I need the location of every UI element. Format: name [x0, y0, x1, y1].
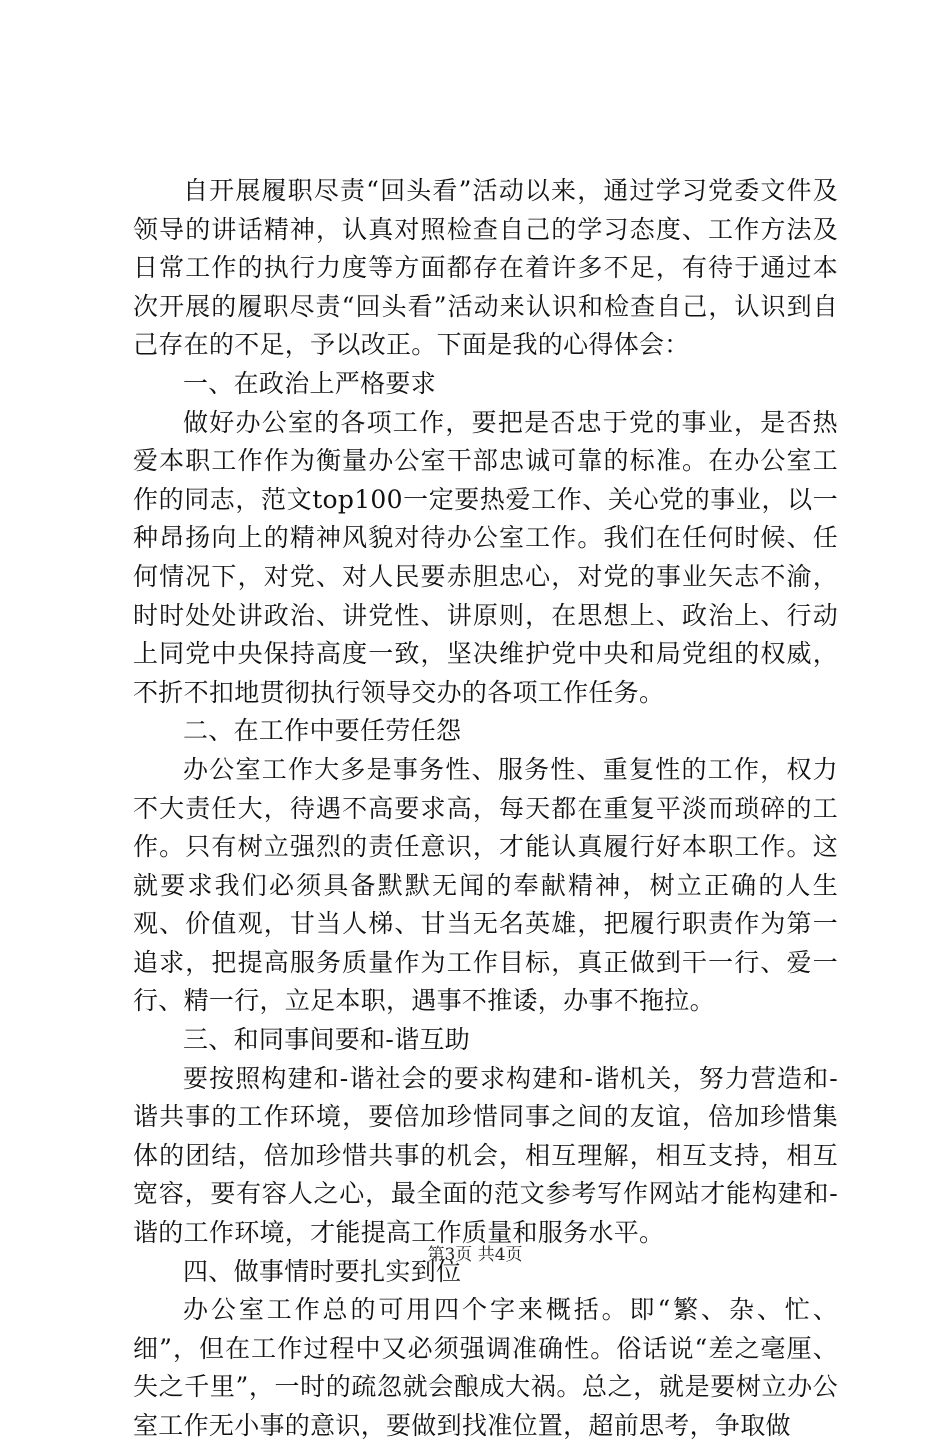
- section-paragraph-4: 办公室工作总的可用四个字来概括。即“繁、杂、忙、细”，但在工作过程中又必须强调准确性。俗话说“差之毫厘、失之千里”，一时的疏忽就会酿成大祸。总之，就是要树立办公室工作无小事的意识，要做到找准位置，超前思考，争取做: [133, 1295, 838, 1440]
- intro-paragraph: 自开展履职尽责“回头看”活动以来，通过学习党委文件及领导的讲话精神，认真对照检查自己的学习态度、工作方法及日常工作的执行力度等方面都存在着许多不足，有待于通过本次开展的履职尽责“回头看”活动来认识和检查自己，认识到自己存在的不足，予以改正。下面是我的心得体会：: [133, 176, 838, 360]
- section-heading-1: 一、在政治上严格要求: [183, 368, 437, 398]
- section-heading-2: 二、在工作中要任劳任怨: [183, 716, 462, 746]
- section-paragraph-1: 做好办公室的各项工作，要把是否忠于党的事业，是否热爱本职工作作为衡量办公室干部忠诚可靠的标准。在办公室工作的同志，范文top100一定要热爱工作、关心党的事业，以一种昂扬向上的精神风貌对待办公室工作。我们在任何时候、任何情况下，对党、对人民要赤胆忠心，对党的事业矢志不渝，时时处处讲政治、讲党性、讲原则，在思想上、政治上、行动上同党中央保持高度一致，坚决维护党中央和局党组的权威，不折不扣地贯彻执行领导交办的各项工作任务。: [133, 407, 838, 707]
- section-heading-3: 三、和同事间要和-谐互助: [183, 1025, 471, 1055]
- page-footer: 第3页 共4页: [427, 1245, 523, 1265]
- section-paragraph-3: 要按照构建和-谐社会的要求构建和-谐机关，努力营造和-谐共事的工作环境，要倍加珍惜同事之间的友谊，倍加珍惜集体的团结，倍加珍惜共事的机会，相互理解，相互支持，相互宽容，要有容人之心，最全面的范文参考写作网站才能构建和-谐的工作环境，才能提高工作质量和服务水平。: [133, 1063, 838, 1248]
- section-paragraph-2: 办公室工作大多是事务性、服务性、重复性的工作，权力不大责任大，待遇不高要求高，每天都在重复平淡而琐碎的工作。只有树立强烈的责任意识，才能认真履行好本职工作。这就要求我们必须具备默默无闻的奉献精神，树立正确的人生观、价值观，甘当人梯、甘当无名英雄，把履行职责作为第一追求，把提高服务质量作为工作目标，真正做到干一行、爱一行、精一行，立足本职，遇事不推诿，办事不拖拉。: [133, 754, 838, 1016]
- section-heading-4: 四、做事情时要扎实到位: [183, 1256, 462, 1286]
